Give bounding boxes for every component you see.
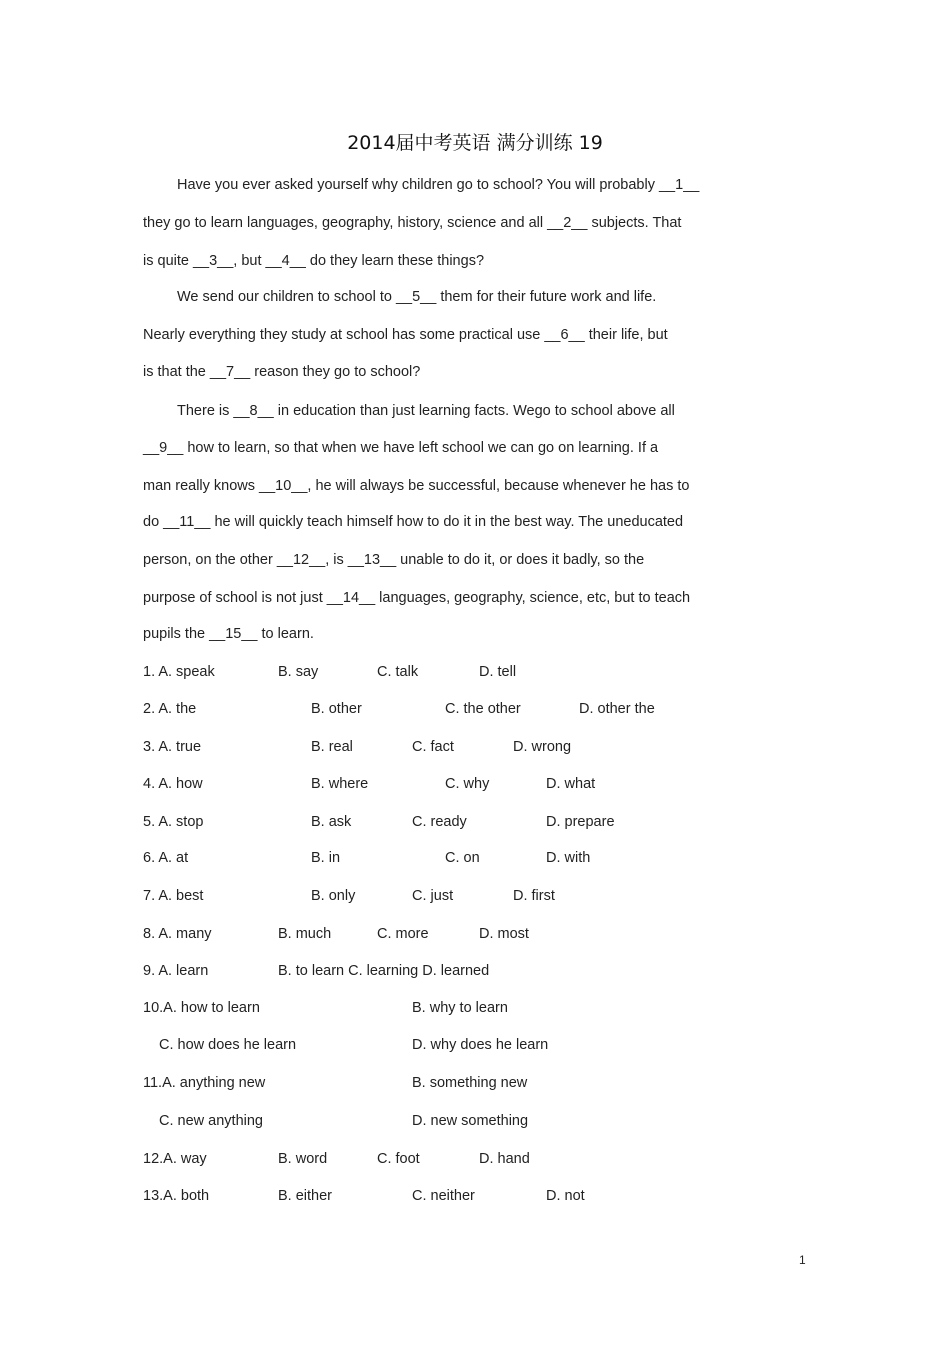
option-a: 13.A. both — [143, 1188, 210, 1204]
option-c: C. fact — [412, 739, 454, 755]
option-a: 3. A. true — [143, 739, 202, 755]
option-d: D. prepare — [546, 814, 615, 830]
option-a: 11.A. anything new — [143, 1075, 266, 1091]
passage-line: is quite __3__, but __4__ do they learn these things? — [143, 253, 485, 269]
option-a: 6. A. at — [143, 850, 189, 866]
option-a: 2. A. the — [143, 701, 197, 717]
option-c: C. new anything — [159, 1113, 263, 1129]
option-a: 5. A. stop — [143, 814, 204, 830]
option-c: C. just — [412, 888, 454, 904]
option-d: D. why does he learn — [412, 1037, 549, 1053]
option-b: B. say — [278, 664, 319, 680]
option-c: C. on — [445, 850, 480, 866]
option-c: C. foot — [377, 1151, 420, 1167]
option-d: D. with — [546, 850, 591, 866]
option-d: D. tell — [479, 664, 517, 680]
passage-line: __9__ how to learn, so that when we have left school we can go on learning. If a — [143, 440, 659, 456]
passage-line: pupils the __15__ to learn. — [143, 626, 314, 642]
option-c: C. talk — [377, 664, 419, 680]
option-b: B. only — [311, 888, 356, 904]
option-b: B. other — [311, 701, 362, 717]
option-c: C. ready — [412, 814, 467, 830]
option-c: C. more — [377, 926, 429, 942]
option-b: B. something new — [412, 1075, 528, 1091]
option-d: D. what — [546, 776, 596, 792]
passage-line: person, on the other __12__, is __13__ unable to do it, or does it badly, so the — [143, 552, 645, 568]
option-b: B. where — [311, 776, 369, 792]
option-a: 12.A. way — [143, 1151, 207, 1167]
option-b: B. real — [311, 739, 353, 755]
option-b: B. why to learn — [412, 1000, 508, 1016]
page-number: 1 — [799, 1253, 806, 1267]
passage-line: purpose of school is not just __14__ languages, geography, science, etc, but to teach — [143, 590, 691, 606]
option-b: B. much — [278, 926, 332, 942]
option-c: C. the other — [445, 701, 521, 717]
passage-line: do __11__ he will quickly teach himself how to do it in the best way. The uneducated — [143, 514, 684, 530]
option-a: 7. A. best — [143, 888, 204, 904]
option-c: C. neither — [412, 1188, 475, 1204]
option-d: D. wrong — [513, 739, 572, 755]
option-bcd: B. to learn C. learning D. learned — [278, 963, 490, 979]
option-c: C. why — [445, 776, 490, 792]
passage-line: There is __8__ in education than just learning facts. Wego to school above all — [177, 403, 675, 419]
option-d: D. hand — [479, 1151, 530, 1167]
passage-line: man really knows __10__, he will always be successful, because whenever he has to — [143, 478, 690, 494]
option-a: 8. A. many — [143, 926, 212, 942]
option-b: B. ask — [311, 814, 352, 830]
passage-line: is that the __7__ reason they go to school? — [143, 364, 421, 380]
option-d: D. other the — [579, 701, 655, 717]
passage-line: Have you ever asked yourself why children go to school? You will probably __1__ — [177, 177, 700, 193]
option-d: D. most — [479, 926, 529, 942]
option-a: 1. A. speak — [143, 664, 215, 680]
option-a: 9. A. learn — [143, 963, 209, 979]
option-b: B. in — [311, 850, 341, 866]
option-b: B. word — [278, 1151, 328, 1167]
option-d: D. new something — [412, 1113, 529, 1129]
passage-line: Nearly everything they study at school has some practical use __6__ their life, but — [143, 327, 668, 343]
option-a: 10.A. how to learn — [143, 1000, 260, 1016]
option-a: 4. A. how — [143, 776, 203, 792]
option-c: C. how does he learn — [159, 1037, 297, 1053]
passage-line: We send our children to school to __5__ them for their future work and life. — [177, 289, 657, 305]
option-d: D. not — [546, 1188, 585, 1204]
page-title: 2014届中考英语 满分训练 19 — [347, 132, 603, 154]
option-d: D. first — [513, 888, 555, 904]
passage-line: they go to learn languages, geography, history, science and all __2__ subjects. That — [143, 215, 682, 231]
option-b: B. either — [278, 1188, 332, 1204]
